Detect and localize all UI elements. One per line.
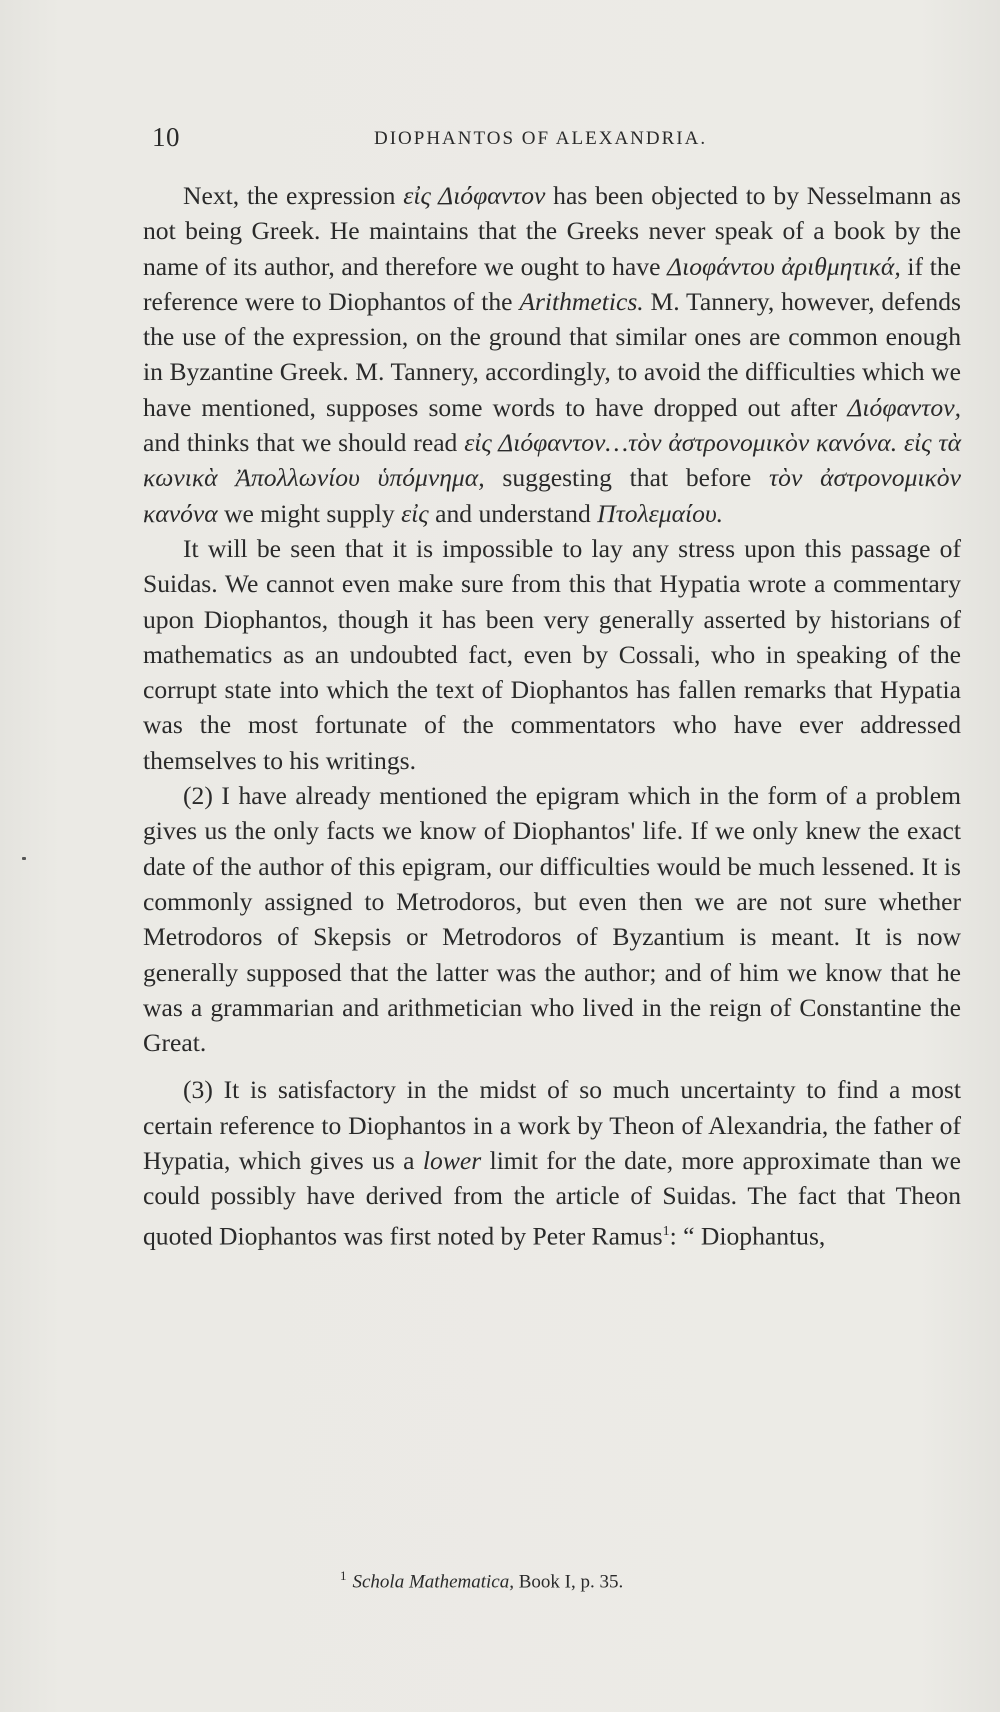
running-title: DIOPHANTOS OF ALEXANDRIA.: [374, 128, 708, 149]
text-run: and thinks that we should read: [143, 428, 465, 458]
text-run: : “ Diophantus,: [669, 1221, 826, 1251]
footnote: [340, 1568, 623, 1593]
text-run: M. Tannery, however, defends the use of the expression, on the ground that similar ones are common enough in Byzantine Greek. M. Tannery, accordingly, to avoid the difficulties which we have mentioned, supposes some words to have dropped out after: [143, 286, 961, 422]
text-run: suggesting that before: [484, 463, 769, 493]
page-number: 10: [152, 122, 180, 152]
paragraph-1: [143, 178, 961, 531]
greek-phrase: Πτολεμαίου.: [597, 498, 724, 528]
text-run: if the reference were to Diophantos of the: [143, 251, 961, 316]
page-header: [152, 122, 962, 158]
greek-phrase: εἰς: [401, 498, 429, 528]
greek-phrase: εἰς Διόφαντον…τὸν ἀστρονομικὸν κανόνα. εἰς τὰ κωνικὰ Ἀπολλωνίου ὑπόμνημα,: [143, 428, 962, 493]
paragraph-3: (2) I have already mentioned the epigram which in the form of a problem gives us the only facts we know of Diophantos' life. If we only knew the exact date of the author of this epigram, our difficulties would be much lessened. It is commonly assigned to Metrodoros, but even then we are not sure whether Metrodoros of Skepsis or Metrodoros of Byzantium is meant. It is now generally supposed that the latter was the author; and of him we know that he was a grammarian and arithmetician who lived in the reign of Constantine the Great.: [143, 781, 961, 1058]
greek-phrase: Διοφάντου ἀριθμητικά,: [667, 251, 901, 281]
italic-word: lower: [422, 1146, 482, 1176]
footnote-reference[interactable]: 1: [662, 1223, 670, 1239]
text-run: has been objected to by Nesselmann as not being Greek. He maintains that the Greeks never speak of a book by the name of its author, and therefore we ought to have: [143, 181, 962, 281]
greek-phrase: τὸν ἀστρονομικὸν κανόνα: [143, 463, 961, 528]
footnote-mark: 1: [340, 1568, 347, 1583]
text-run: limit for the date, more approximate than we could possibly have derived from the article of Suidas. The fact that Theon quoted Diophantos was first noted by Peter Ramus: [143, 1146, 961, 1251]
text-run: (3) It is satisfactory in the midst of so much uncertainty to find a most certain reference to Diophantos in a work by Theon of Alexandria, the father of Hypatia, which gives us a: [143, 1075, 961, 1176]
footnote-text: Book I, p. 35.: [513, 1571, 624, 1593]
footnote-title: Schola Mathematica,: [352, 1571, 514, 1593]
text-run: and understand: [428, 498, 598, 528]
greek-phrase: Διόφαντον,: [847, 392, 961, 422]
paragraph-4: [143, 1072, 961, 1253]
margin-mark: [22, 857, 26, 860]
body-text: [143, 178, 961, 1253]
text-run: we might supply: [217, 498, 402, 528]
paragraph-2: It will be seen that it is impossible to lay any stress upon this passage of Suidas. We cannot even make sure from this that Hypatia wrote a commentary upon Diophantos, though it has been very generally asserted by historians of mathematics as an undoubted fact, even by Cossali, who in speaking of the corrupt state into which the text of Diophantos has fallen remarks that Hypatia was the most fortunate of the commentators who have ever addressed themselves to his writings.: [143, 533, 961, 775]
text-run: Next, the expression: [183, 181, 404, 210]
greek-phrase: εἰς Διόφαντον: [403, 181, 546, 210]
italic-title: Arithmetics.: [519, 286, 644, 316]
